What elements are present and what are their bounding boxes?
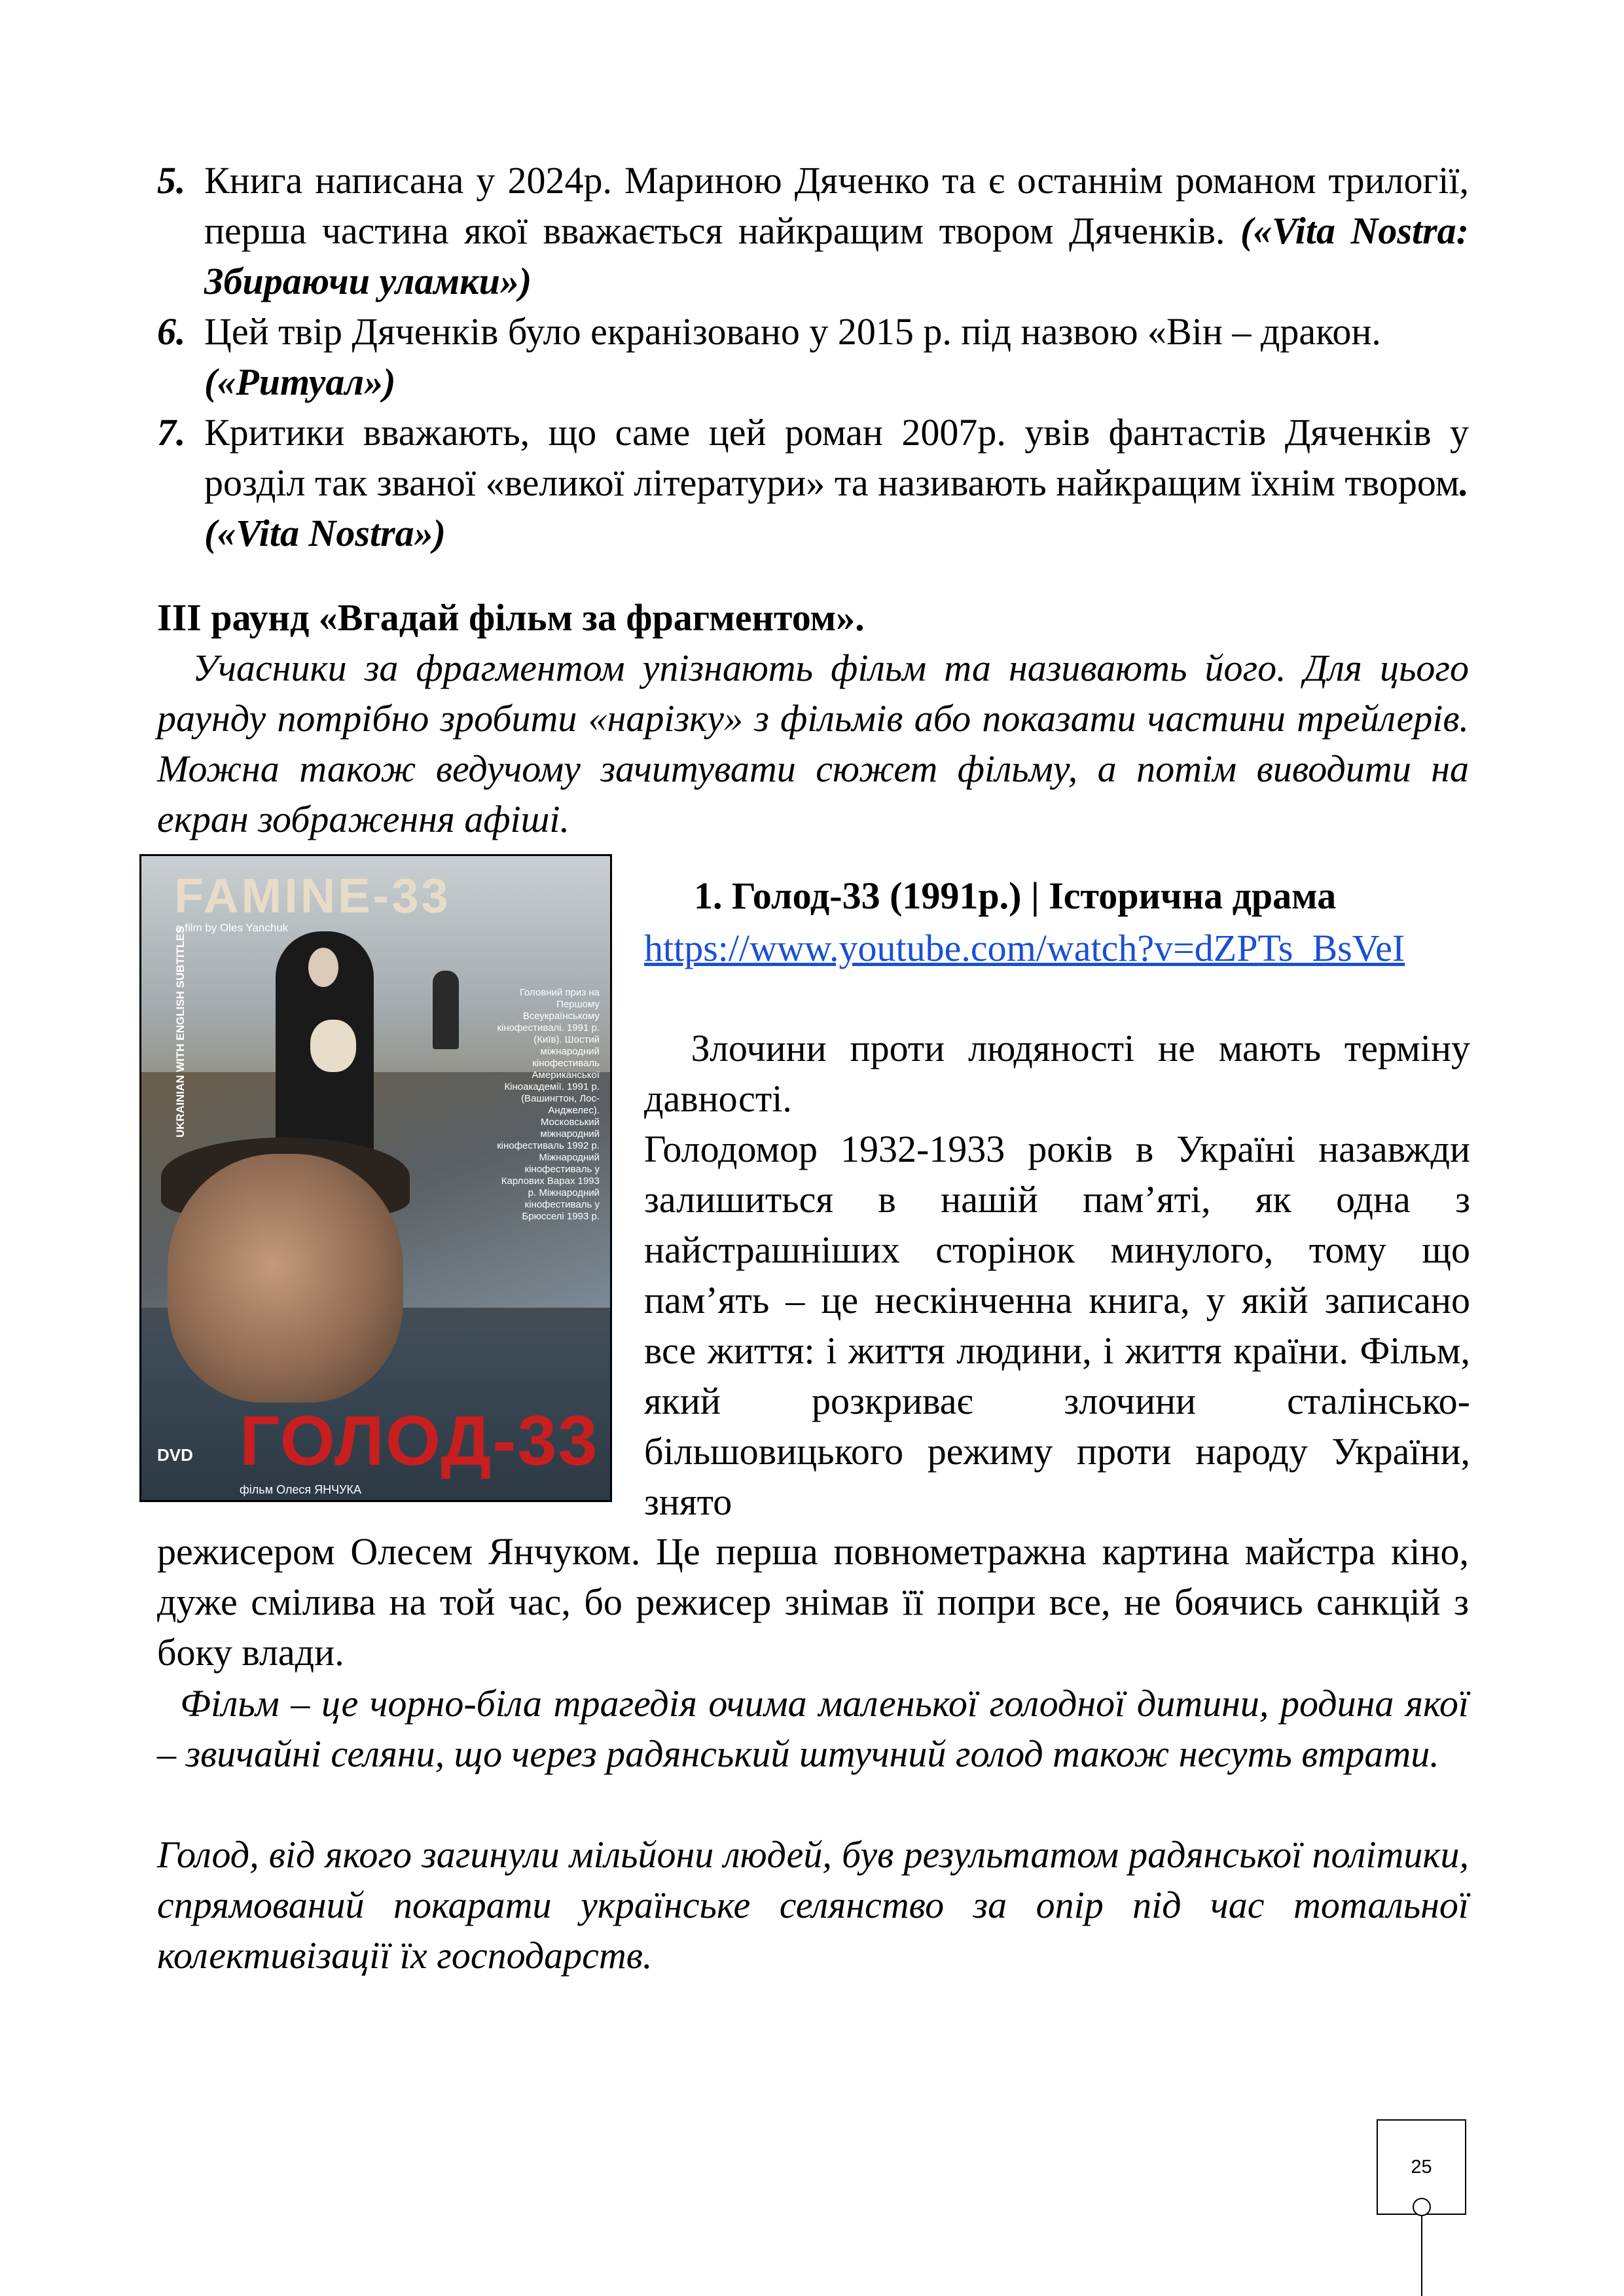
poster-man-face bbox=[168, 1154, 403, 1403]
poster-byline: a film by Oles Yanchuk bbox=[175, 922, 289, 934]
film-paragraph-3: Фільм – це чорно-біла трагедія очима маленької голодної дитини, родина якої – звичайні селяни, що через радянський штучний голод також несуть втрати. bbox=[157, 1682, 1479, 1775]
page-number-line bbox=[1421, 2215, 1422, 2296]
poster-awards: Головний приз на Першому Всеукраїнському кінофестивалі. 1991 р. (Київ). Шостий міжнародний кінофестиваль Американської Кіноакадемії. 1991 р. (Вашингтон, Лос-Анджелес). Московський міжнародний кінофестиваль 1992 р. Міжнародний кінофестиваль у Карлових Варах 1993 р. Міжнародний кінофестиваль у Брюсселі 1993 р. bbox=[497, 987, 600, 1222]
poster-woman-face bbox=[308, 948, 338, 987]
list-number: 5. bbox=[157, 159, 186, 202]
poster-bundle bbox=[310, 1020, 356, 1072]
list-answer: . («Vita Nostra») bbox=[204, 461, 1469, 554]
film-paragraph-2-continued: режисером Олесем Янчуком. Це перша повнометражна картина майстра кіно, дуже смілива на той час, бо режисер знімав її попри все, не боячись санкцій з боку влади. bbox=[157, 1530, 1469, 1674]
list-item bbox=[157, 155, 1469, 306]
list-text bbox=[204, 407, 1469, 558]
film-paragraph-2: Голодомор 1932-1933 років в Україні назавжди залишиться в нашій пам’яті, як одна з найстрашніших сторінок минулого, тому що пам’ять – це нескінченна книга, у якій записано все життя: і життя людини, і життя країни. Фільм, який розкриває злочини сталінсько-більшовицького режиму проти народу України, знято bbox=[644, 1128, 1470, 1523]
film-link[interactable]: https://www.youtube.com/watch?v=dZPTs_BsVeI bbox=[644, 927, 1405, 969]
page-number-circle bbox=[1413, 2198, 1431, 2216]
poster-title-uk: ГОЛОД-33 bbox=[240, 1401, 599, 1480]
poster-man-figure bbox=[433, 971, 459, 1049]
round-intro: Учасники за фрагментом упізнають фільм та називають його. Для цього раунду потрібно зробити «нарізку» з фільмів або показати частини трейлерів. Можна також ведучому зачитувати сюжет фільму, а потім виводити на екран зображення афіші. bbox=[157, 647, 1479, 840]
list-answer: («Ритуал») bbox=[204, 361, 396, 403]
list-number: 7. bbox=[157, 411, 186, 454]
poster-credit: фільм Олеся ЯНЧУКА bbox=[240, 1483, 362, 1496]
film-title: 1. Голод-33 (1991р.) | Історична драма bbox=[694, 874, 1337, 917]
list-text bbox=[204, 306, 1469, 407]
list-answer: («Vita Nostra: Збираючи уламки») bbox=[204, 209, 1469, 302]
page-number: 25 bbox=[1377, 2119, 1466, 2215]
dvd-logo: DVD bbox=[157, 1445, 193, 1465]
list-item bbox=[157, 306, 1469, 407]
film-paragraph-4: Голод, від якого загинули мільйони людей, був результатом радянської політики, спрямований покарати українське селянство за опір під час тотальної колективізації їх господарств. bbox=[157, 1833, 1469, 1977]
poster-side-text: UKRAINIAN WITH ENGLISH SUBTITLES bbox=[174, 926, 187, 1138]
film-poster-image bbox=[139, 854, 612, 1502]
film-paragraph-1: Злочини проти людяності не мають терміну давності. bbox=[644, 1027, 1480, 1120]
list-question: Цей твір Дяченків було екранізовано у 2015 р. під назвою «Він – дракон. bbox=[204, 310, 1381, 353]
list-number: 6. bbox=[157, 310, 186, 353]
list-item bbox=[157, 407, 1469, 558]
list-question: Критики вважають, що саме цей роман 2007р. увів фантастів Дяченків у розділ так званої «великої літератури» та називають найкращим їхнім твором bbox=[204, 411, 1469, 504]
list-text bbox=[204, 155, 1469, 306]
list-question: Книга написана у 2024р. Мариною Дяченко та є останнім романом трилогії, перша частина якої вважається найкращим твором Дяченків. bbox=[204, 159, 1469, 252]
round-heading: ІІІ раунд «Вгадай фільм за фрагментом». bbox=[157, 596, 865, 639]
poster-title-en: FAMINE-33 bbox=[174, 869, 451, 923]
